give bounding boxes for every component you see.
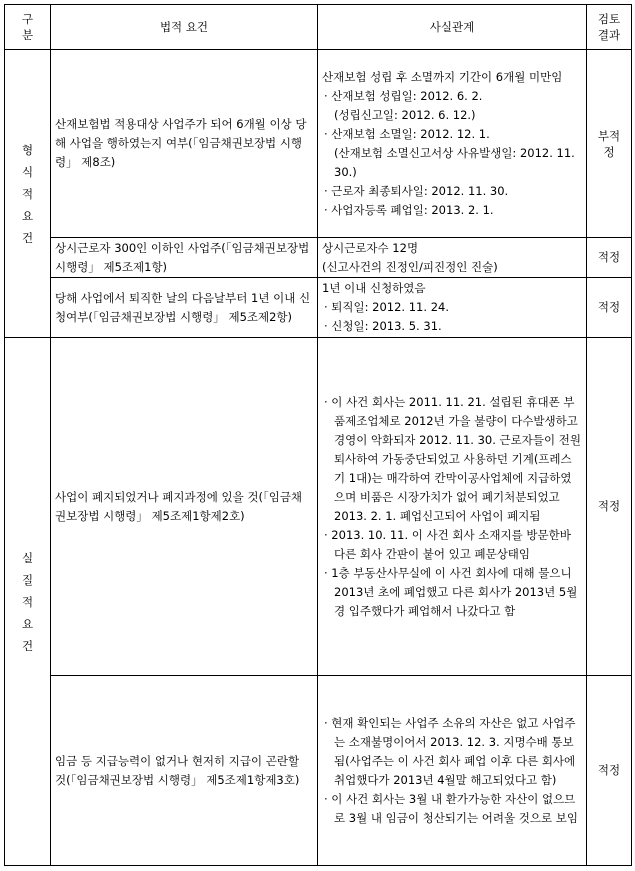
- header-row: [5, 5, 632, 50]
- substantive-facts-2: · 현재 확인되는 사업주 소유의 자산은 없고 사업주는 소재불명이어서 2013. 12. 3. 지명수배 통보됨(사업주는 이 사건 회사 폐업 이후 다른 회사에 취업했다가 2013년 4월말 해고되었다고 함) · 이 사건 회사는 3월 내 환가가능한 자산이 없으므로 3월 내 임금이 청산되기는 어려울 것으로 보임: [318, 676, 587, 866]
- review-table: [4, 4, 632, 866]
- substantive-category-label: 실 질 적 요 건: [5, 338, 51, 866]
- substantive-facts-1: · 이 사건 회사는 2011. 11. 21. 설립된 휴대폰 부품제조업체로 2012년 가을 불량이 다수발생하고 경영이 악화되자 2012. 11. 30. 근로자들이 전원퇴사하여 가동중단되었고 사용하던 기계(프레스기 1대)는 매각하여 칸막이공사업체에 지급하였으며 비품은 시장가치가 없어 폐기처분되었고 2013. 2. 1. 폐업신고되어 사업이 폐지됨 · 2013. 10. 11. 이 사건 회사 소재지를 방문한바 다른 회사 간판이 붙어 있고 폐문상태임 · 1층 부동산사무실에 이 사건 회사에 대해 물으니 2013년 초에 폐업했고 다른 회사가 2013년 5월경 입주했다가 폐업해서 나갔다고 함: [318, 338, 587, 676]
- formal-facts-3: 1년 이내 신청하였음 · 퇴직일: 2012. 11. 24. · 신청일: 2013. 5. 31.: [318, 278, 587, 338]
- formal-requirement-3: 당해 사업에서 퇴직한 날의 다음날부터 1년 이내 신청여부(「임금채권보장법 시행령」 제5조제2항): [51, 278, 318, 338]
- header-facts: 사실관계: [318, 5, 587, 50]
- header-category: 구 분: [5, 5, 51, 50]
- formal-category-label: 형 식 적 요 건: [5, 50, 51, 338]
- formal-facts-2: 상시근로자수 12명 (신고사건의 진정인/피진정인 진술): [318, 238, 587, 278]
- formal-row-2: [5, 238, 632, 278]
- header-requirement: 법적 요건: [51, 5, 318, 50]
- formal-facts-1: 산재보험 성립 후 소멸까지 기간이 6개월 미만임 · 산재보험 성립일: 2012. 6. 2. (성립신고일: 2012. 6. 12.) · 산재보험 소멸일: 2012. 12. 1. (산재보험 소멸신고서상 사유발생일: 2012. 11. 30.) · 근로자 최종퇴사일: 2012. 11. 30. · 사업자등록 폐업일: 2013. 2. 1.: [318, 50, 587, 238]
- substantive-requirement-1: 사업이 폐지되었거나 폐지과정에 있을 것(「임금채권보장법 시행령」 제5조제1항제2호): [51, 338, 318, 676]
- substantive-result-1: 적정: [587, 338, 632, 676]
- formal-requirement-1: 산재보험법 적용대상 사업주가 되어 6개월 이상 당해 사업을 행하였는지 여부(「임금채권보장법 시행령」 제8조): [51, 50, 318, 238]
- substantive-requirement-2: 임금 등 지급능력이 없거나 현저히 지급이 곤란할 것(「임금채권보장법 시행령」 제5조제1항제3호): [51, 676, 318, 866]
- substantive-result-2: 적정: [587, 676, 632, 866]
- header-result: 검토 결과: [587, 5, 632, 50]
- formal-result-2: 적정: [587, 238, 632, 278]
- formal-row-1: [5, 50, 632, 238]
- formal-result-1: 부적 정: [587, 50, 632, 238]
- formal-result-3: 적정: [587, 278, 632, 338]
- substantive-row-2: [5, 676, 632, 866]
- formal-row-3: [5, 278, 632, 338]
- substantive-row-1: [5, 338, 632, 676]
- formal-requirement-2: 상시근로자 300인 이하인 사업주(「임금채권보장법 시행령」 제5조제1항): [51, 238, 318, 278]
